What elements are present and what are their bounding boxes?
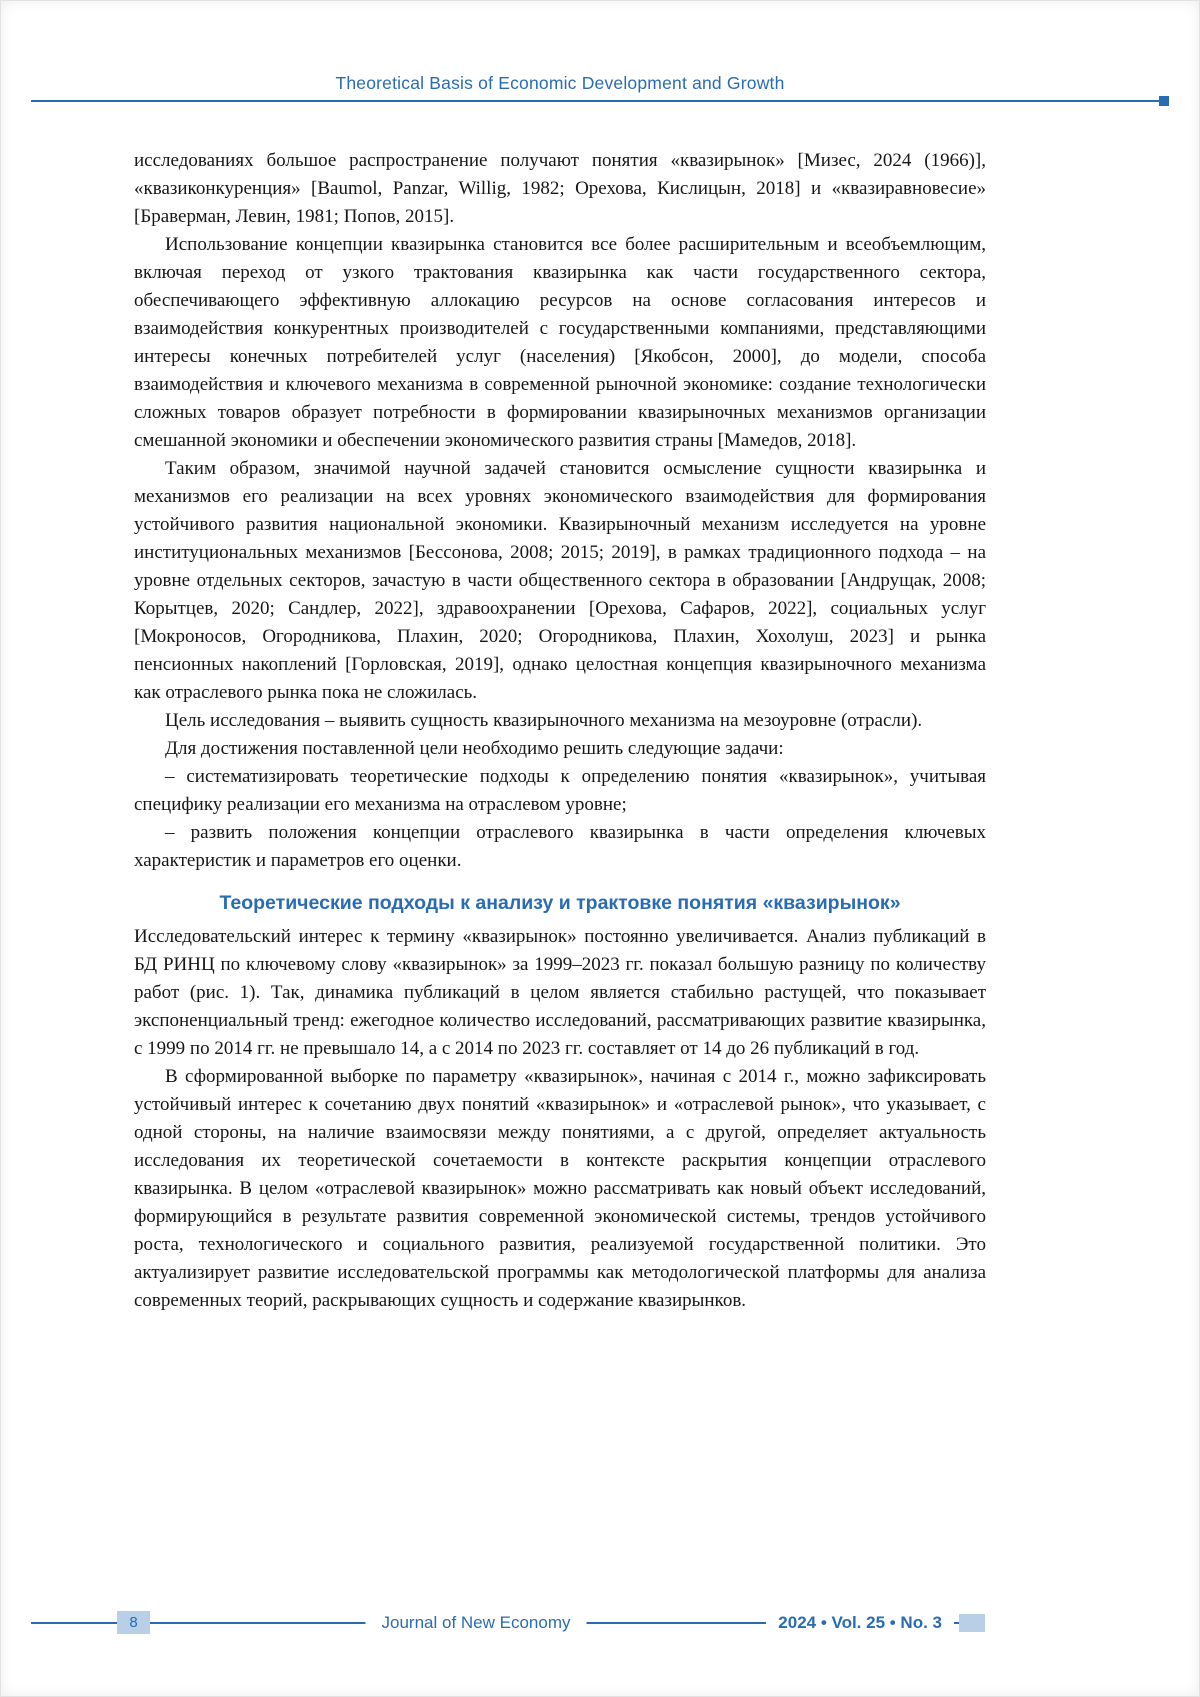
running-title: Theoretical Basis of Economic Development and Growth (335, 73, 785, 93)
paragraph: Исследовательский интерес к термину «квазирынок» постоянно увеличивается. Анализ публикаций в БД РИНЦ по ключевому слову «квазирынок» за 1999–2023 гг. показал большую разницу по количеству работ (рис. 1). Так, динамика публикаций в целом является стабильно растущей, что показывает экспоненциальный тренд: ежегодное количество исследований, рассматривающих развитие квазирынка, с 1999 по 2014 гг. не превышало 14, а с 2014 по 2023 гг. составляет от 14 до 26 публикаций в год. (134, 926, 986, 1059)
paragraph-task-item: – развить положения концепции отраслевого квазирынка в части определения ключевых характеристик и параметров его оценки. (134, 822, 986, 871)
section-heading: Теоретические подходы к анализу и трактовке понятия «квазирынок» (219, 892, 901, 914)
page-number-badge: 8 (117, 1611, 150, 1634)
journal-name: Journal of New Economy (366, 1612, 587, 1634)
footer-accent-square (959, 1614, 985, 1632)
paragraph: В сформированной выборке по параметру «квазирынок», начиная с 2014 г., можно зафиксировать устойчивый интерес к сочетанию двух понятий «квазирынок» и «отраслевой рынок», что указывает, с одной стороны, на наличие взаимосвязи между понятиями, а с другой, определяет актуальность исследования их теоретической сочетаемости в контексте раскрытия концепции отраслевого квазирынка. В целом «отраслевой квазирынок» можно рассматривать как новый объект исследований, формирующийся в результате развития современной экономической системы, трендов устойчивого роста, технологического и социального развития, реализуемой государственной политики. Это актуализирует развитие исследовательской программы как методологической платформы для анализа современных теорий, раскрывающих сущность и содержание квазирынков. (134, 1066, 986, 1311)
paragraph: Использование концепции квазирынка становится все более расширительным и всеобъемлющим, включая переход от узкого трактования квазирынка как части государственного сектора, обеспечивающего эффективную аллокацию ресурсов на основе согласования интересов и взаимодействия конкурентных производителей с государственными компаниями, представляющими интересы конечных потребителей услуг (населения) [Якобсон, 2000], до модели, способа взаимодействия и ключевого механизма в современной рыночной экономике: создание технологически сложных товаров образует потребности в формировании квазирыночных механизмов организации смешанной экономики и обеспечении экономического развития страны [Мамедов, 2018]. (134, 234, 986, 451)
issue-info: 2024 • Vol. 25 • No. 3 (766, 1612, 954, 1634)
paragraph-task-item: – систематизировать теоретические подходы к определению понятия «квазирынок», учитывая специфику реализации его механизма на отраслевом уровне; (134, 766, 986, 815)
paragraph: Таким образом, значимой научной задачей становится осмысление сущности квазирынка и механизмов его реализации на всех уровнях экономического взаимодействия для формирования устойчивого развития национальной экономики. Квазирыночный механизм исследуется на уровне институциональных механизмов [Бессонова, 2008; 2015; 2019], в рамках традиционного подхода – на уровне отдельных секторов, зачастую в части общественного сектора в образовании [Андрущак, 2008; Корытцев, 2020; Сандлер, 2022], здравоохранении [Орехова, Сафаров, 2022], социальных услуг [Мокроносов, Огородникова, Плахин, 2020; Огородникова, Плахин, Хохолуш, 2023] и рынка пенсионных накоплений [Горловская, 2019], однако целостная концепция квазирыночного механизма как отраслевого рынка пока не сложилась. (134, 458, 986, 703)
header-rule-end-square (1159, 96, 1169, 106)
paragraph: исследованиях большое распространение получают понятия «квазирынок» [Мизес, 2024 (1966)], «квазиконкуренция» [Baumol, Panzar, Willig, 1982; Орехова, Кислицын, 2018] и «квазиравновесие» [Браверман, Левин, 1981; Попов, 2015]. (134, 150, 986, 227)
paragraph: Цель исследования – выявить сущность квазирыночного механизма на мезоуровне (отрасли). (165, 710, 923, 731)
header-rule (31, 100, 1159, 102)
paragraph: Для достижения поставленной цели необходимо решить следующие задачи: (165, 738, 784, 759)
article-body (134, 147, 986, 1315)
